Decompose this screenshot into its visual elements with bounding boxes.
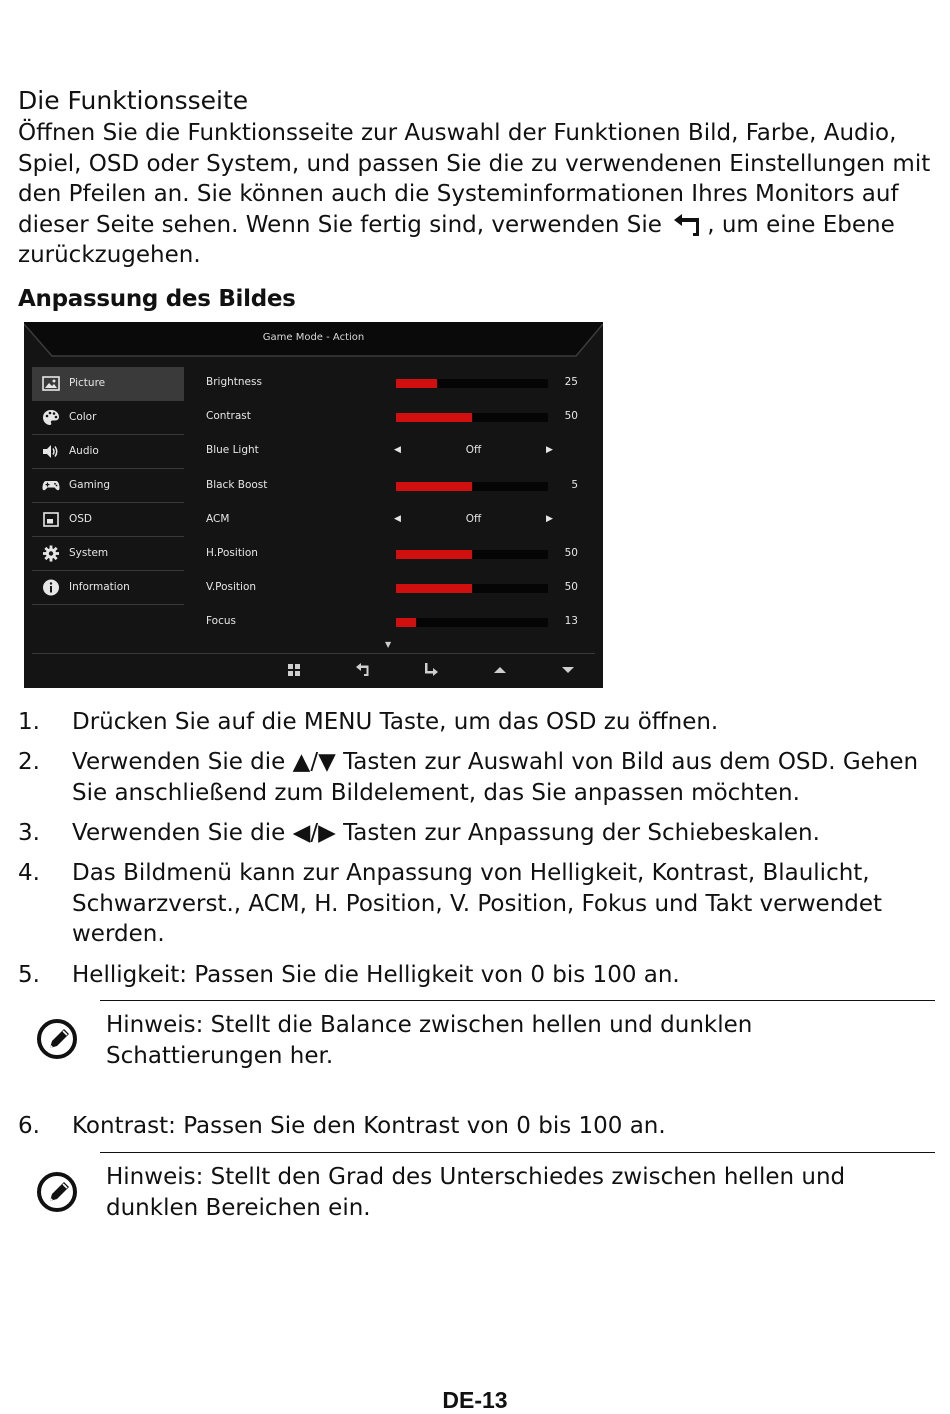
osd-icon xyxy=(42,511,60,528)
scroll-down-indicator-icon: ▼ xyxy=(385,640,392,649)
note-text: Hinweis: Stellt die Balance zwischen hellen und dunklen Schattierungen her. xyxy=(106,1012,753,1069)
list-text: Verwenden Sie die ▲/▼ Tasten zur Auswahl von Bild aus dem OSD. Gehen Sie anschließend zum Bildelement, das Sie anpassen möchten. xyxy=(72,749,919,806)
intro-paragraph xyxy=(18,118,936,271)
setting-label: Focus xyxy=(206,615,236,627)
page-number: DE-13 xyxy=(442,1387,508,1413)
setting-acm[interactable] xyxy=(206,511,586,531)
gamepad-icon xyxy=(42,477,60,494)
osd-divider xyxy=(32,653,595,654)
slider-fill xyxy=(396,618,416,627)
slider-fill xyxy=(396,413,472,422)
down-icon[interactable] xyxy=(558,660,578,680)
setting-label: H.Position xyxy=(206,547,258,559)
setting-value: 50 xyxy=(564,547,578,559)
list-number: 3. xyxy=(18,820,40,846)
list-number: 4. xyxy=(18,860,40,886)
enter-icon[interactable] xyxy=(421,660,441,680)
list-text: Drücken Sie auf die MENU Taste, um das OSD zu öffnen. xyxy=(72,709,719,735)
list-text: Das Bildmenü kann zur Anpassung von Helligkeit, Kontrast, Blaulicht, Schwarzverst., ACM, H. Position, V. Position, Fokus und Takt verwendet werden. xyxy=(72,860,883,947)
menu-grid-icon[interactable] xyxy=(284,660,304,680)
arrow-left-icon[interactable]: ◀ xyxy=(394,445,401,455)
setting-value: 50 xyxy=(564,410,578,422)
slider-fill xyxy=(396,379,437,388)
setting-label: V.Position xyxy=(206,581,257,593)
menu-item-picture[interactable] xyxy=(32,367,184,401)
slider-track[interactable] xyxy=(396,584,548,593)
menu-label-system: System xyxy=(69,547,109,559)
setting-option-value: Off xyxy=(465,513,482,525)
arrow-right-icon[interactable]: ▶ xyxy=(546,514,553,524)
setting-label: Brightness xyxy=(206,376,262,388)
list-text: Kontrast: Passen Sie den Kontrast von 0 bis 100 an. xyxy=(72,1113,666,1139)
setting-label: Contrast xyxy=(206,410,251,422)
note-icon xyxy=(35,1170,79,1214)
slider-fill xyxy=(396,550,472,559)
menu-item-information[interactable] xyxy=(32,571,184,605)
setting-blue-light[interactable] xyxy=(206,442,586,462)
menu-item-osd[interactable] xyxy=(32,503,184,537)
osd-screenshot xyxy=(24,322,603,688)
setting-label: ACM xyxy=(206,513,230,525)
back-arrow-icon xyxy=(671,212,705,238)
menu-item-audio[interactable] xyxy=(32,435,184,469)
info-icon xyxy=(42,579,60,596)
slider-track[interactable] xyxy=(396,550,548,559)
setting-brightness[interactable] xyxy=(206,374,586,394)
setting-value: 13 xyxy=(564,615,578,627)
setting-label: Black Boost xyxy=(206,479,268,491)
menu-label-color: Color xyxy=(69,411,97,423)
menu-label-gaming: Gaming xyxy=(69,479,111,491)
note-text: Hinweis: Stellt den Grad des Unterschiedes zwischen hellen und dunklen Bereichen ein. xyxy=(106,1164,846,1221)
up-icon[interactable] xyxy=(490,660,510,680)
slider-track[interactable] xyxy=(396,618,548,627)
setting-option-value: Off xyxy=(465,444,482,456)
list-number: 1. xyxy=(18,709,40,735)
speaker-icon xyxy=(42,443,60,460)
list-number: 6. xyxy=(18,1113,40,1139)
menu-label-audio: Audio xyxy=(69,445,99,457)
slider-fill xyxy=(396,584,472,593)
palette-icon xyxy=(42,409,60,426)
menu-label-picture: Picture xyxy=(69,377,106,389)
list-number: 5. xyxy=(18,962,40,988)
list-text: Verwenden Sie die ◀/▶ Tasten zur Anpassung der Schiebeskalen. xyxy=(72,820,820,846)
intro-text-after: , um eine Ebene zurückzugehen. xyxy=(18,211,895,268)
menu-label-osd: OSD xyxy=(69,513,93,525)
note-icon xyxy=(35,1017,79,1061)
setting-black-boost[interactable] xyxy=(206,477,586,497)
subsection-title: Anpassung des Bildes xyxy=(18,286,296,312)
slider-track[interactable] xyxy=(396,413,548,422)
slider-track[interactable] xyxy=(396,482,548,491)
menu-item-system[interactable] xyxy=(32,537,184,571)
slider-track[interactable] xyxy=(396,379,548,388)
osd-menu xyxy=(32,367,184,605)
setting-value: 50 xyxy=(564,581,578,593)
setting-focus[interactable] xyxy=(206,613,586,633)
osd-mode-label: Game Mode - Action xyxy=(262,332,365,343)
back-icon[interactable] xyxy=(353,660,373,680)
setting-v-position[interactable] xyxy=(206,579,586,599)
arrow-left-icon[interactable]: ◀ xyxy=(394,514,401,524)
menu-item-color[interactable] xyxy=(32,401,184,435)
list-number: 2. xyxy=(18,749,40,775)
section-title: Die Funktionsseite xyxy=(18,86,249,115)
osd-header xyxy=(24,322,603,358)
intro-text-before: Öffnen Sie die Funktionsseite zur Auswahl der Funktionen Bild, Farbe, Audio, Spiel, OSD oder System, und passen Sie die zu verwendenen Einstellungen mit den Pfeilen an. Sie können auch die Systeminformationen Ihres Monitors auf dieser Seite sehen. Wenn Sie fertig sind, verwenden Sie xyxy=(18,120,931,238)
list-text: Helligkeit: Passen Sie die Helligkeit von 0 bis 100 an. xyxy=(72,962,680,988)
slider-fill xyxy=(396,482,472,491)
note-divider xyxy=(100,1000,935,1001)
menu-label-information: Information xyxy=(69,581,130,593)
gear-icon xyxy=(42,545,60,562)
setting-h-position[interactable] xyxy=(206,545,586,565)
setting-label: Blue Light xyxy=(206,444,259,456)
setting-value: 25 xyxy=(564,376,578,388)
note-divider xyxy=(100,1152,935,1153)
menu-item-gaming[interactable] xyxy=(32,469,184,503)
arrow-right-icon[interactable]: ▶ xyxy=(546,445,553,455)
picture-icon xyxy=(42,375,60,392)
setting-value: 5 xyxy=(571,479,578,491)
setting-contrast[interactable] xyxy=(206,408,586,428)
